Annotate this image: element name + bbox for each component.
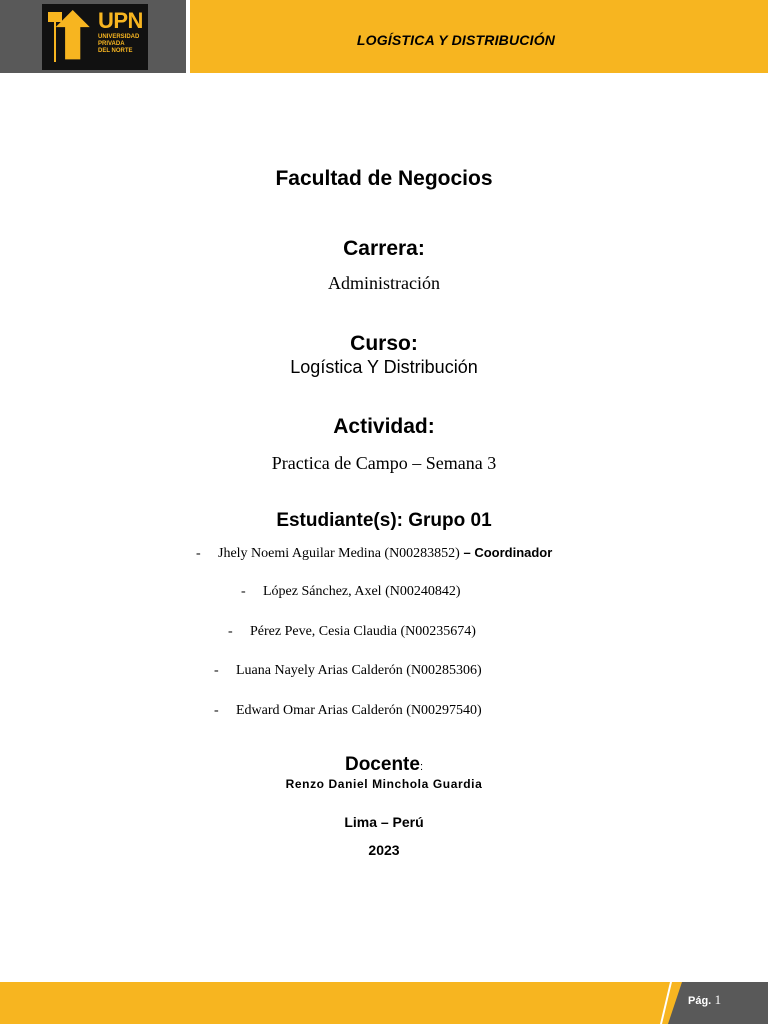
logo-subtitle: UNIVERSIDAD PRIVADA DEL NORTE xyxy=(98,34,140,54)
carrera-label: Carrera: xyxy=(343,237,425,260)
docente-colon: : xyxy=(419,761,424,773)
curso-value: Logística Y Distribución xyxy=(290,357,478,377)
students-heading: Estudiante(s): Grupo 01 xyxy=(276,510,492,531)
student-item xyxy=(196,545,552,562)
upn-logo xyxy=(42,4,148,70)
actividad-value: Practica de Campo – Semana 3 xyxy=(271,453,497,473)
carrera-value: Administración xyxy=(328,273,440,293)
list-bullet: - xyxy=(214,663,219,678)
student-item xyxy=(214,703,482,719)
list-bullet: - xyxy=(196,546,201,561)
student-item xyxy=(241,584,461,600)
place: Lima – Perú xyxy=(344,814,424,830)
logo-wordmark: UPN xyxy=(98,8,143,33)
student-name: Jhely Noemi Aguilar Medina (N00283852) xyxy=(218,546,460,561)
student-item xyxy=(228,624,476,640)
upn-arrow-icon xyxy=(48,10,94,64)
actividad-label: Actividad: xyxy=(333,415,435,438)
list-bullet: - xyxy=(241,584,246,599)
student-role: – Coordinador xyxy=(459,545,553,560)
list-bullet: - xyxy=(228,624,233,639)
page-number: Pág. 1 xyxy=(688,992,722,1007)
student-name: Edward Omar Arias Calderón (N00297540) xyxy=(236,703,482,718)
header-title: LOGÍSTICA Y DISTRIBUCIÓN xyxy=(356,32,556,48)
docente-label: Docente: xyxy=(344,754,424,775)
faculty-title: Facultad de Negocios xyxy=(275,167,493,190)
docente-name: Renzo Daniel Minchola Guardia xyxy=(285,777,483,791)
student-name: López Sánchez, Axel (N00240842) xyxy=(263,584,461,599)
curso-label: Curso: xyxy=(350,332,418,355)
student-name: Luana Nayely Arias Calderón (N00285306) xyxy=(236,663,482,678)
year: 2023 xyxy=(368,842,400,858)
page-header xyxy=(0,0,768,73)
page-footer xyxy=(0,982,768,1024)
student-name: Pérez Peve, Cesia Claudia (N00235674) xyxy=(250,624,476,639)
list-bullet: - xyxy=(214,703,219,718)
student-item xyxy=(214,663,482,679)
